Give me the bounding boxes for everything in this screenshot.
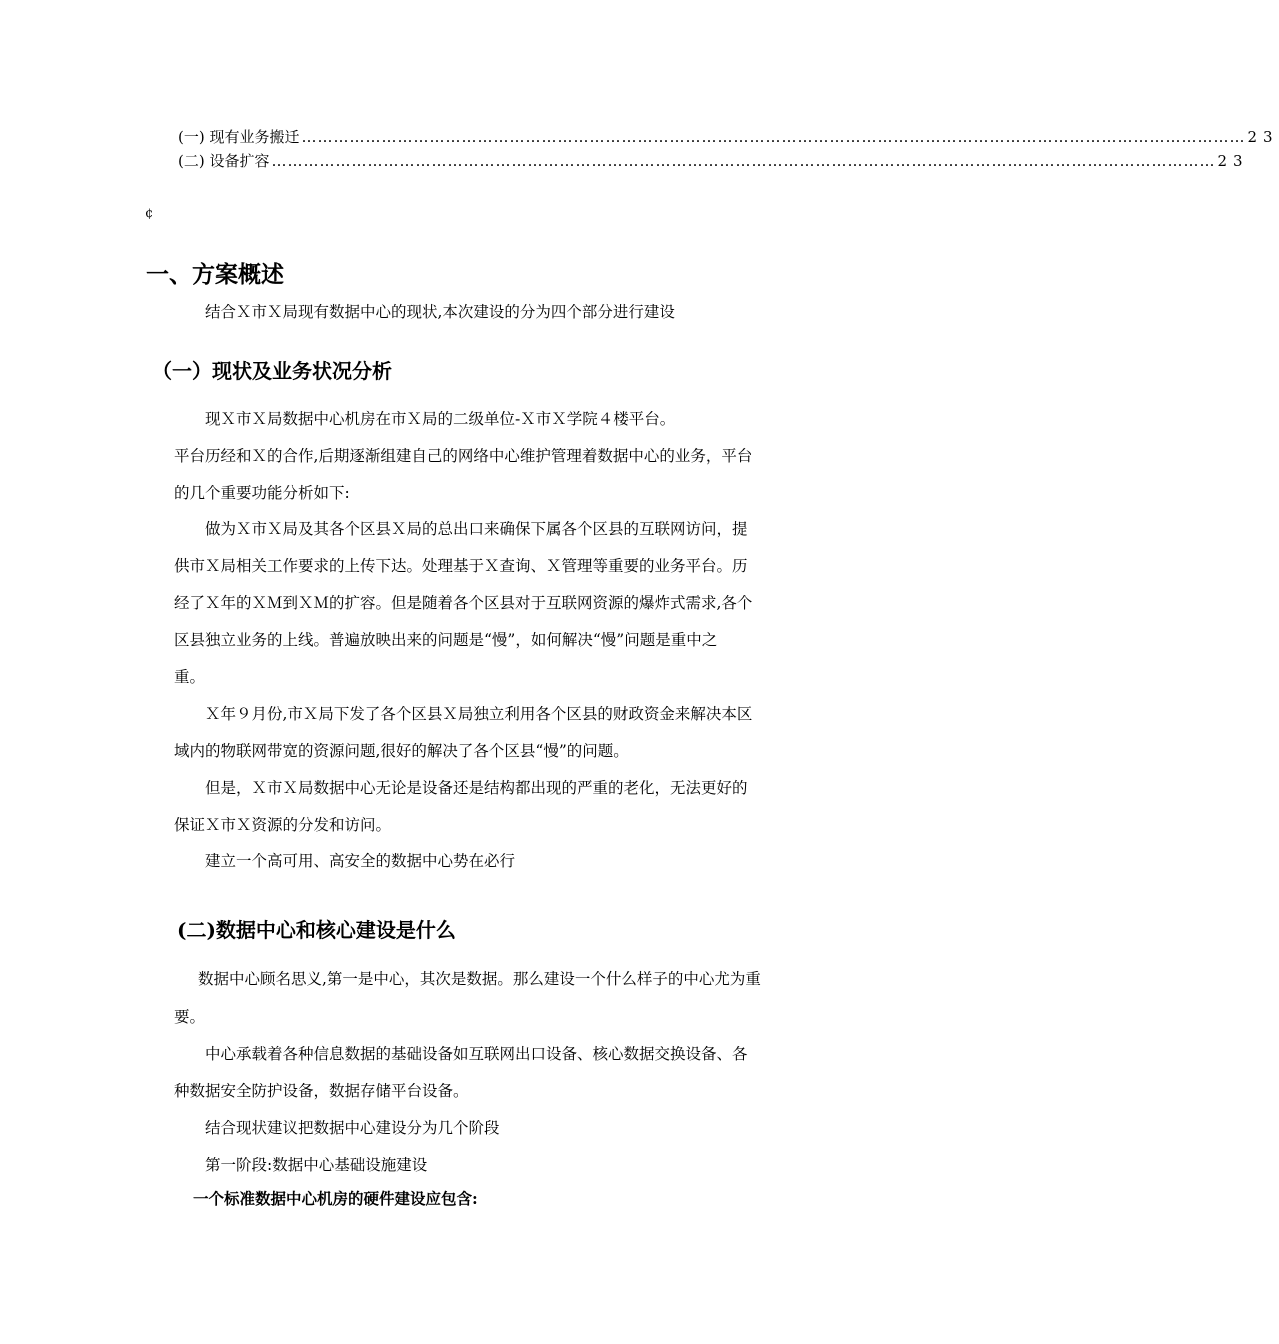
body-line: 结合现状建议把数据中心建设分为几个阶段 xyxy=(205,1119,500,1137)
body-line: 种数据安全防护设备，数据存储平台设备。 xyxy=(174,1082,469,1100)
body-line: 但是，Ｘ市Ｘ局数据中心无论是设备还是结构都出现的严重的老化，无法更好的 xyxy=(205,779,748,797)
toc-entry-label: (一) 现有业务搬迁 xyxy=(178,128,300,146)
body-line: 供市Ｘ局相关工作要求的上传下达。处理基于Ｘ查询、Ｘ管理等重要的业务平台。历 xyxy=(174,557,748,575)
body-line: 要。 xyxy=(174,1008,206,1026)
section-heading: 一、方案概述 xyxy=(146,261,284,288)
subsection-heading: (二)数据中心和核心建设是什么 xyxy=(177,918,456,942)
toc-entry-page: 23 xyxy=(1217,152,1249,170)
toc-leader-dots: …………………………………………………………………………………………………………………………………………………………… xyxy=(271,152,1216,170)
section-intro: 结合Ｘ市Ｘ局现有数据中心的现状,本次建设的分为四个部分进行建设 xyxy=(205,303,675,321)
body-line: 经了Ｘ年的ＸＭ到ＸＭ的扩容。但是随着各个区县对于互联网资源的爆炸式需求,各个 xyxy=(174,594,753,612)
toc-entry-label: (二) 设备扩容 xyxy=(178,152,270,170)
toc-entry[interactable] xyxy=(178,150,1249,172)
body-line-bold: 一个标准数据中心机房的硬件建设应包含: xyxy=(193,1189,478,1208)
toc-entry-page: 23 xyxy=(1247,128,1279,146)
paragraph-mark: ¢ xyxy=(145,206,154,221)
body-line: 数据中心顾名思义,第一是中心，其次是数据。那么建设一个什么样子的中心尤为重 xyxy=(198,970,761,988)
body-line: 建立一个高可用、高安全的数据中心势在必行 xyxy=(205,852,516,870)
body-line: Ｘ年９月份,市Ｘ局下发了各个区县Ｘ局独立利用各个区县的财政资金来解决本区 xyxy=(205,705,753,723)
body-line: 域内的物联网带宽的资源问题,很好的解决了各个区县“慢”的问题。 xyxy=(174,742,629,760)
body-line: 现Ｘ市Ｘ局数据中心机房在市Ｘ局的二级单位-Ｘ市Ｘ学院４楼平台。 xyxy=(205,410,676,428)
body-line: 的几个重要功能分析如下: xyxy=(174,484,350,502)
body-line: 第一阶段:数据中心基础设施建设 xyxy=(205,1156,428,1174)
toc-entry[interactable] xyxy=(178,126,1279,148)
toc-leader-dots: …………………………………………………………………………………………………………………………………………………………… xyxy=(301,128,1246,146)
body-line: 保证Ｘ市Ｘ资源的分发和访问。 xyxy=(174,816,392,834)
body-line: 做为Ｘ市Ｘ局及其各个区县Ｘ局的总出口来确保下属各个区县的互联网访问，提 xyxy=(205,520,748,538)
body-line: 重。 xyxy=(174,668,206,686)
body-line: 中心承载着各种信息数据的基础设备如互联网出口设备、核心数据交换设备、各 xyxy=(205,1045,748,1063)
subsection-heading: （一）现状及业务状况分析 xyxy=(152,359,392,383)
body-line: 区县独立业务的上线。普遍放映出来的问题是“慢”，如何解决“慢”问题是重中之 xyxy=(174,631,718,649)
body-line: 平台历经和Ｘ的合作,后期逐渐组建自己的网络中心维护管理着数据中心的业务，平台 xyxy=(174,447,753,465)
